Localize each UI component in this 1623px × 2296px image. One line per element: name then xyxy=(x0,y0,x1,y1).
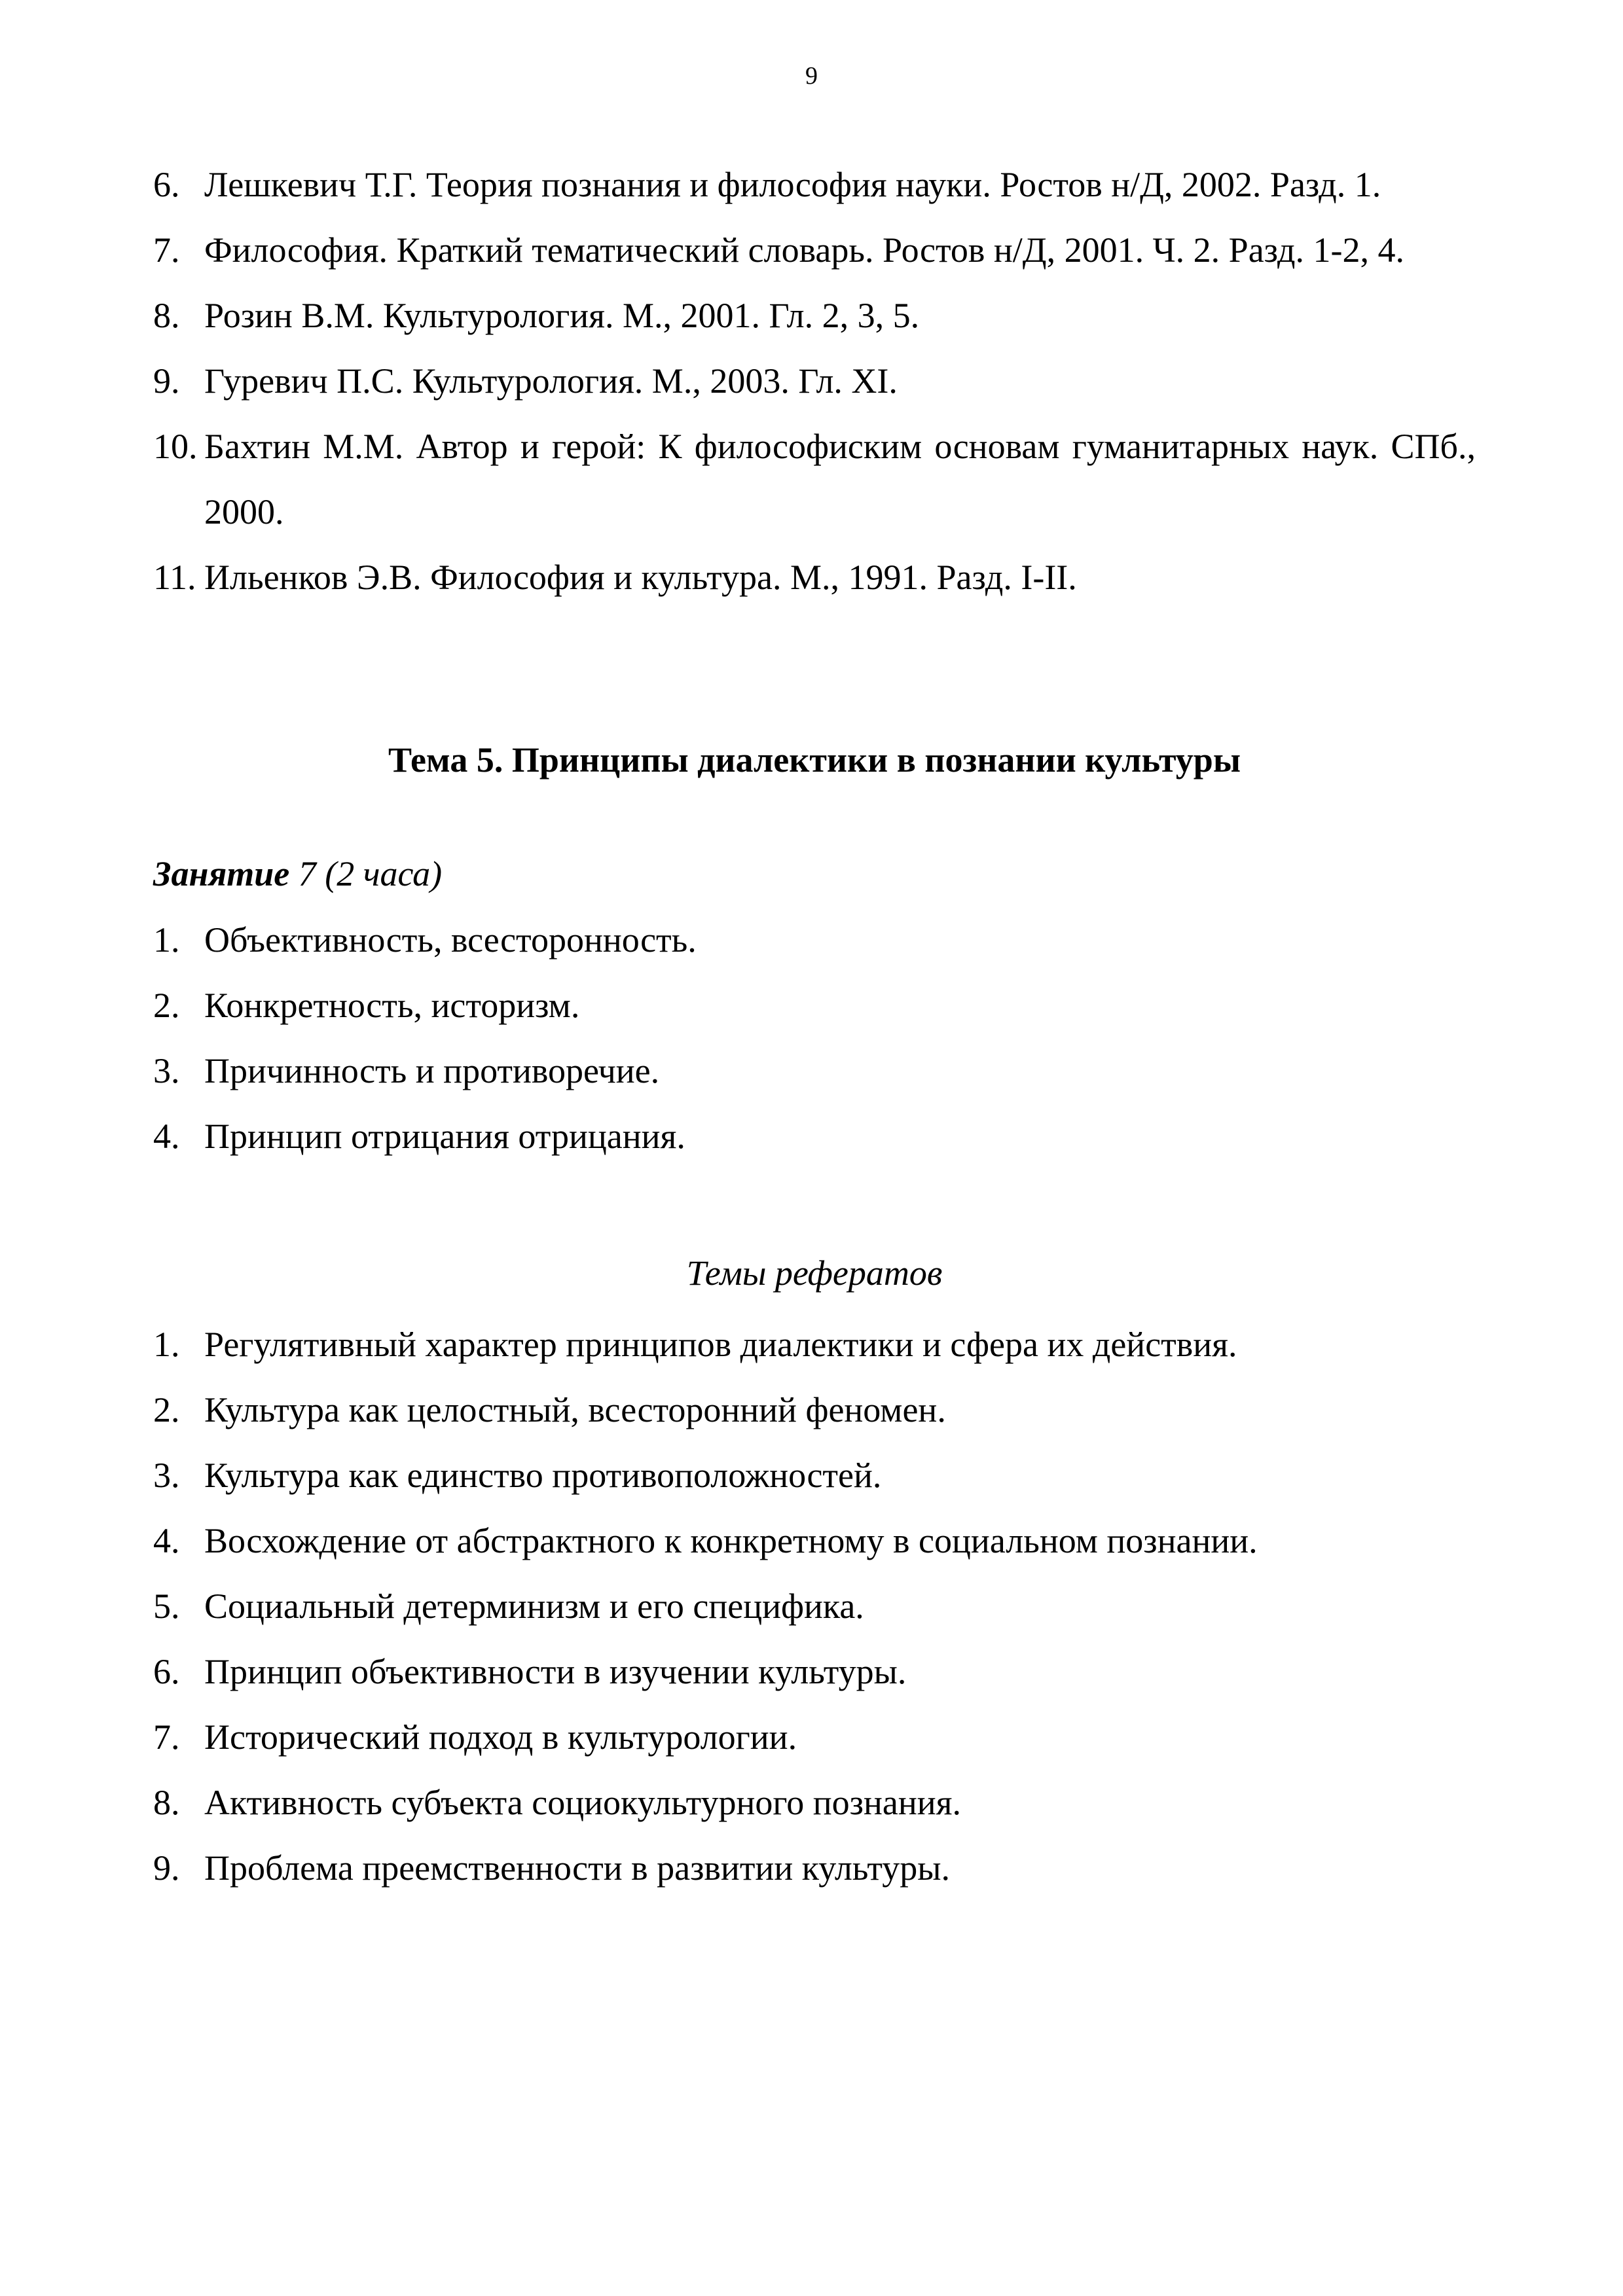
essay-topic xyxy=(153,1377,1476,1443)
essay-text: Исторический подход в культурологии. xyxy=(204,1717,797,1757)
reference-text: Лешкевич Т.Г. Теория познания и философия науки. Ростов н/Д, 2002. Разд. 1. xyxy=(204,165,1381,204)
question-text: Причинность и противоречие. xyxy=(204,1051,660,1090)
question-number: 2. xyxy=(153,986,180,1025)
essay-topic xyxy=(153,1508,1476,1573)
reference-text: Философия. Краткий тематический словарь. Ростов н/Д, 2001. Ч. 2. Разд. 1-2, 4. xyxy=(204,230,1404,270)
essay-topics-title: Темы рефератов xyxy=(686,1253,943,1293)
essay-number: 1. xyxy=(153,1325,180,1364)
lesson-question xyxy=(153,907,1476,973)
reference-number: 11. xyxy=(153,558,196,597)
reference-text: Ильенков Э.В. Философия и культура. М., 1991. Разд. I-II. xyxy=(204,558,1077,597)
question-text: Объективность, всесторонность. xyxy=(204,920,697,960)
question-number: 4. xyxy=(153,1117,180,1156)
essay-text: Регулятивный характер принципов диалектики и сфера их действия. xyxy=(204,1325,1237,1364)
reference-item xyxy=(153,217,1476,283)
reference-item xyxy=(153,348,1476,414)
essay-number: 3. xyxy=(153,1456,180,1495)
essay-number: 2. xyxy=(153,1390,180,1429)
lesson-question xyxy=(153,973,1476,1038)
reference-number: 8. xyxy=(153,296,180,335)
question-text: Конкретность, историзм. xyxy=(204,986,580,1025)
lesson-question xyxy=(153,1038,1476,1103)
lesson-label: Занятие xyxy=(153,854,290,893)
reference-text: Гуревич П.С. Культурология. М., 2003. Гл. XI. xyxy=(204,361,898,401)
question-number: 3. xyxy=(153,1051,180,1090)
reference-number: 7. xyxy=(153,230,180,270)
essay-text: Культура как единство противоположностей. xyxy=(204,1456,882,1495)
essay-number: 4. xyxy=(153,1521,180,1560)
reference-item xyxy=(153,414,1476,545)
lesson-title xyxy=(153,851,1476,897)
page-content xyxy=(153,152,1476,1901)
essay-text: Социальный детерминизм и его специфика. xyxy=(204,1587,864,1626)
essay-text: Проблема преемственности в развитии культуры. xyxy=(204,1848,951,1888)
essay-topic-list xyxy=(153,1312,1476,1901)
reference-list xyxy=(153,152,1476,610)
essay-text: Культура как целостный, всесторонний феномен. xyxy=(204,1390,946,1429)
topic-heading: Тема 5. Принципы диалектики в познании культуры xyxy=(388,740,1241,780)
essay-number: 8. xyxy=(153,1783,180,1822)
reference-item xyxy=(153,283,1476,348)
reference-item xyxy=(153,545,1476,610)
essay-topic xyxy=(153,1835,1476,1901)
page-number: 9 xyxy=(805,62,818,90)
essay-topic xyxy=(153,1770,1476,1835)
essay-text: Принцип объективности в изучении культуры. xyxy=(204,1652,907,1691)
essay-number: 9. xyxy=(153,1848,180,1888)
reference-number: 9. xyxy=(153,361,180,401)
reference-item xyxy=(153,152,1476,217)
reference-number: 10. xyxy=(153,427,198,466)
essay-topic xyxy=(153,1704,1476,1770)
lesson-question-list xyxy=(153,907,1476,1169)
essay-text: Восхождение от абстрактного к конкретному в социальном познании. xyxy=(204,1521,1258,1560)
question-number: 1. xyxy=(153,920,180,960)
essay-topic xyxy=(153,1573,1476,1639)
reference-text: Розин В.М. Культурология. М., 2001. Гл. 2, 3, 5. xyxy=(204,296,920,335)
reference-number: 6. xyxy=(153,165,180,204)
essay-topic xyxy=(153,1312,1476,1377)
question-text: Принцип отрицания отрицания. xyxy=(204,1117,685,1156)
essay-number: 5. xyxy=(153,1587,180,1626)
lesson-detail: 7 (2 часа) xyxy=(289,854,443,893)
essay-number: 6. xyxy=(153,1652,180,1691)
essay-topic xyxy=(153,1639,1476,1704)
reference-text: Бахтин М.М. Автор и герой: К философиским основам гуманитарных наук. СПб., 2000. xyxy=(204,427,1476,531)
essay-topic xyxy=(153,1443,1476,1508)
essay-number: 7. xyxy=(153,1717,180,1757)
essay-text: Активность субъекта социокультурного познания. xyxy=(204,1783,961,1822)
lesson-question xyxy=(153,1103,1476,1169)
